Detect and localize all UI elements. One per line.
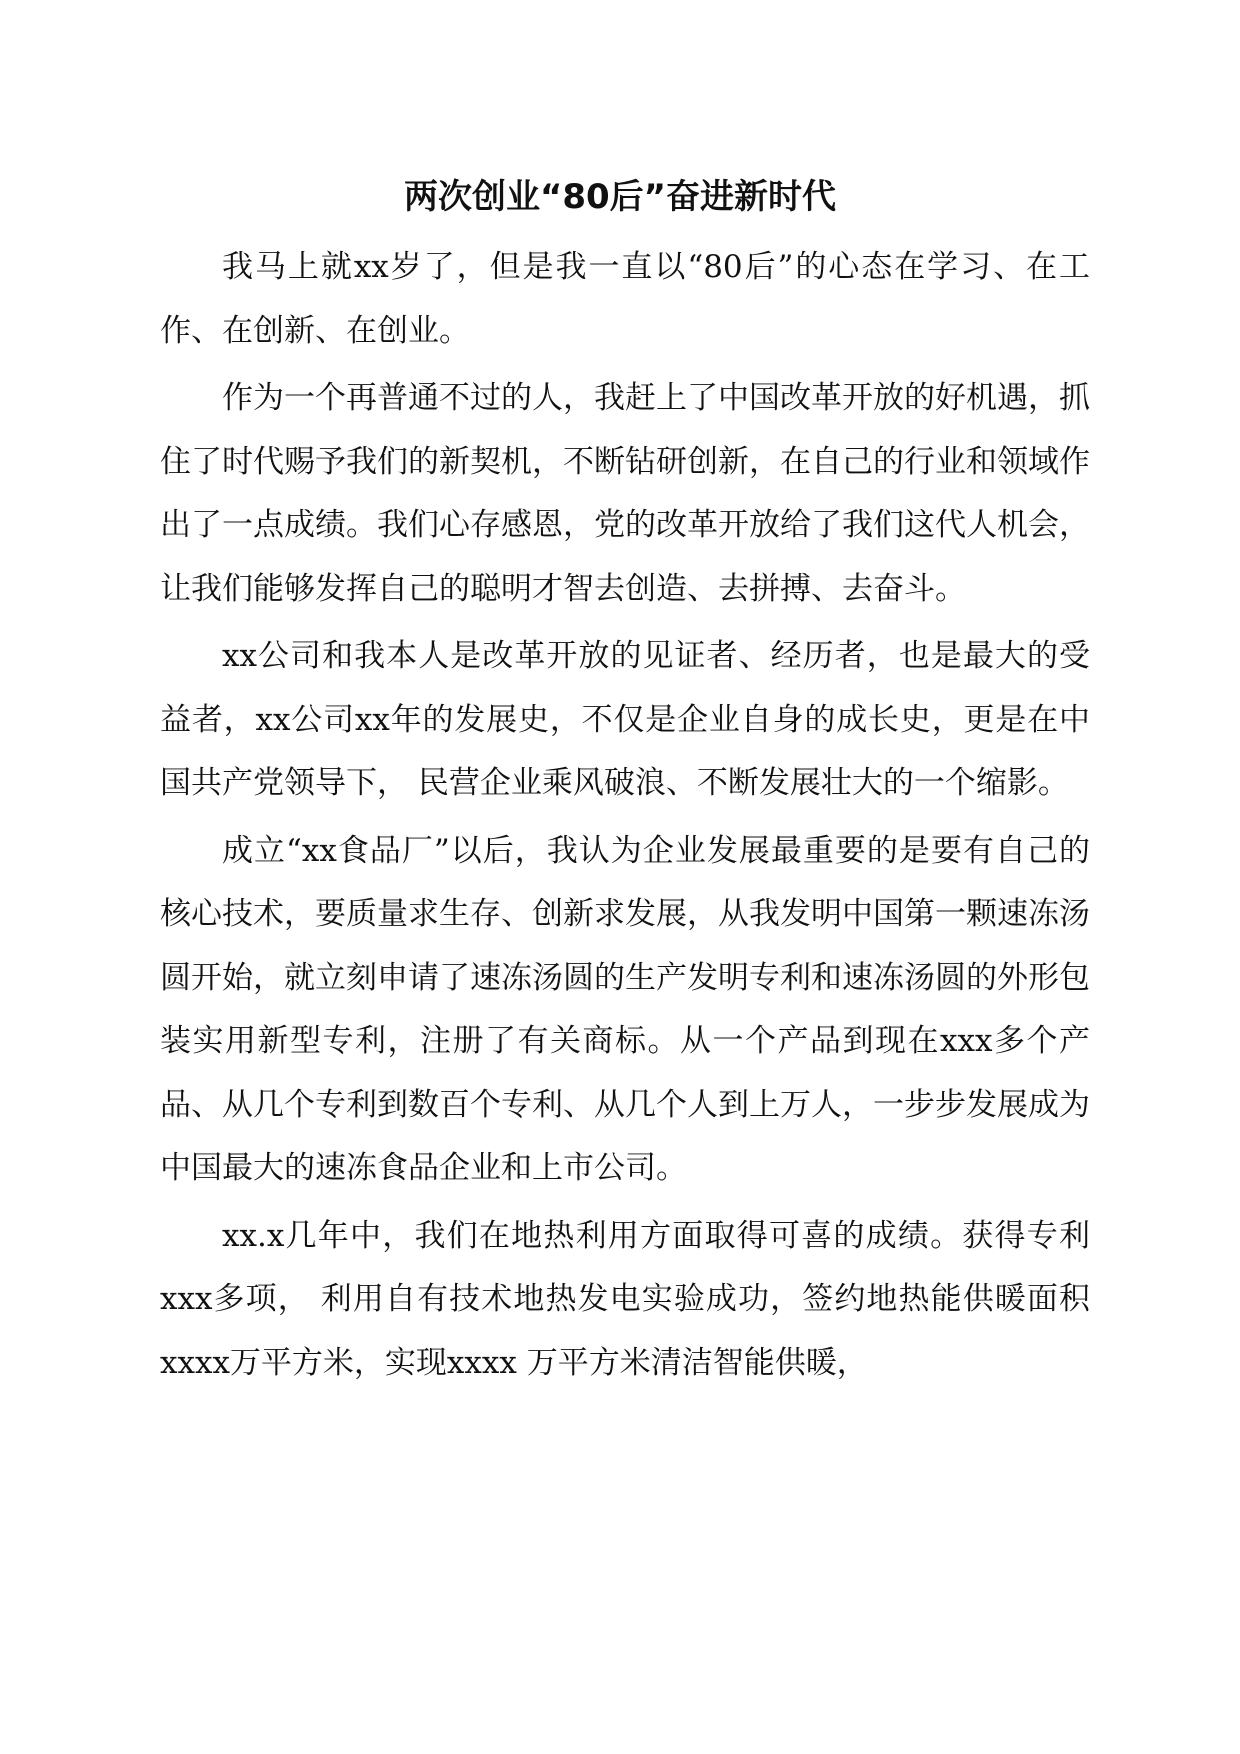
paragraph: xx.x几年中，我们在地热利用方面取得可喜的成绩。获得专利xxx多项， 利用自有技术地热发电实验成功，签约地热能供暖面积xxxx万平方米，实现xxxx 万平方米清洁智能供暖， — [160, 1217, 1090, 1381]
paragraph: 作为一个再普通不过的人，我赶上了中国改革开放的好机遇，抓住了时代赐予我们的新契机，不断钻研创新，在自己的行业和领域作出了一点成绩。我们心存感恩，党的改革开放给了我们这代人机会，让我们能够发挥自己的聪明才智去创造、去拼搏、去奋斗。 — [160, 380, 1090, 607]
paragraph: xx公司和我本人是改革开放的见证者、经历者，也是最大的受益者，xx公司xx年的发展史，不仅是企业自身的成长史，更是在中国共产党领导下， 民营企业乘风破浪、不断发展壮大的一个缩影。 — [160, 638, 1090, 801]
document-body — [160, 236, 1090, 1399]
document-title: 两次创业“80后”奋进新时代 — [403, 177, 836, 217]
paragraph: 我马上就xx岁了，但是我一直以“80后”的心态在学习、在工作、在创新、在创业。 — [160, 249, 1090, 349]
paragraph: 成立“xx食品厂”以后，我认为企业发展最重要的是要有自己的核心技术，要质量求生存、创新求发展，从我发明中国第一颗速冻汤圆开始，就立刻申请了速冻汤圆的生产发明专利和速冻汤圆的外形包装实用新型专利，注册了有关商标。从一个产品到现在xxx多个产品、从几个专利到数百个专利、从几个人到上万人，一步步发展成为中国最大的速冻食品企业和上市公司。 — [160, 832, 1090, 1186]
